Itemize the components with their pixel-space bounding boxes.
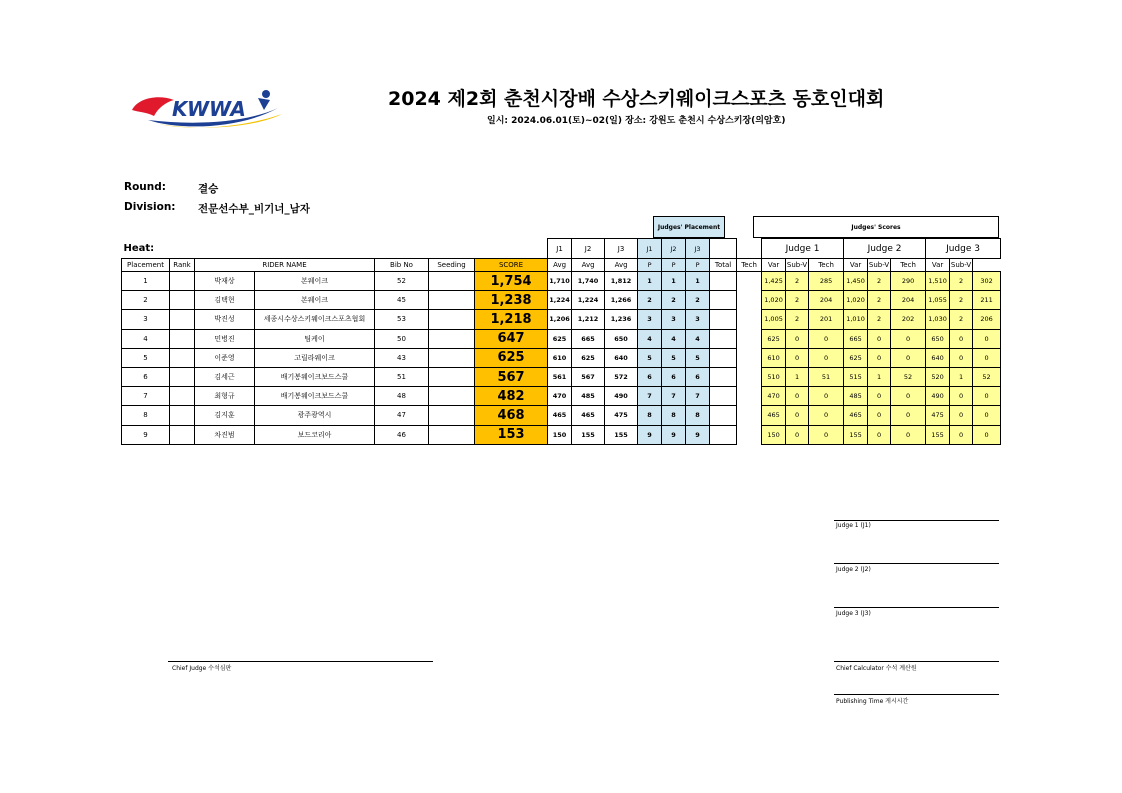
placement-j2-cell: 1 bbox=[662, 272, 686, 291]
col-p-j2: P bbox=[662, 259, 686, 272]
team-cell: 본웨이크 bbox=[255, 272, 375, 291]
avg-j2-cell: 155 bbox=[572, 425, 605, 444]
j3-subv-cell: 206 bbox=[973, 310, 1001, 329]
j2-var-cell: 2 bbox=[868, 291, 891, 310]
placement-top-j2: J2 bbox=[662, 239, 686, 259]
col-avg-j1: Avg bbox=[548, 259, 572, 272]
rank-cell bbox=[170, 387, 195, 406]
score-cell: 482 bbox=[475, 387, 548, 406]
placement-j1-cell: 7 bbox=[638, 387, 662, 406]
rider-name-cell: 박진성 bbox=[195, 310, 255, 329]
placement-j1-cell: 5 bbox=[638, 348, 662, 367]
j3-tech-cell: 1,055 bbox=[926, 291, 950, 310]
placement-cell: 1 bbox=[122, 272, 170, 291]
j3-var-cell: 0 bbox=[950, 329, 973, 348]
division-value: 전문선수부_비기너_남자 bbox=[198, 203, 310, 215]
avg-j2-cell: 1,740 bbox=[572, 272, 605, 291]
avg-j3-cell: 640 bbox=[605, 348, 638, 367]
rank-cell bbox=[170, 348, 195, 367]
j2-tech-cell: 665 bbox=[844, 329, 868, 348]
placement-j2-cell: 8 bbox=[662, 406, 686, 425]
table-row bbox=[122, 387, 1001, 406]
rank-cell bbox=[170, 329, 195, 348]
j1-var-cell: 0 bbox=[786, 387, 809, 406]
j3-tech-cell: 520 bbox=[926, 367, 950, 386]
placement-j1-cell: 4 bbox=[638, 329, 662, 348]
j2-var-cell: 2 bbox=[868, 310, 891, 329]
score-cell: 647 bbox=[475, 329, 548, 348]
j2-var-cell: 0 bbox=[868, 329, 891, 348]
j1-var-cell: 1 bbox=[786, 367, 809, 386]
avg-j3-cell: 155 bbox=[605, 425, 638, 444]
j1-tech-cell: 510 bbox=[762, 367, 786, 386]
placement-top-j1: J1 bbox=[638, 239, 662, 259]
j3-var-cell: 0 bbox=[950, 425, 973, 444]
seeding-cell bbox=[429, 387, 475, 406]
col-j1-var: Var bbox=[762, 259, 786, 272]
j2-tech-cell: 1,020 bbox=[844, 291, 868, 310]
chief-judge-sign-label: Chief Judge 수석심판 bbox=[172, 665, 232, 672]
j2-var-cell: 2 bbox=[868, 272, 891, 291]
avg-j1-cell: 1,206 bbox=[548, 310, 572, 329]
placement-j1-cell: 3 bbox=[638, 310, 662, 329]
seeding-cell bbox=[429, 367, 475, 386]
seeding-cell bbox=[429, 310, 475, 329]
bib-cell: 46 bbox=[375, 425, 429, 444]
avg-j2-cell: 567 bbox=[572, 367, 605, 386]
bib-cell: 45 bbox=[375, 291, 429, 310]
round-value: 결승 bbox=[198, 183, 219, 195]
j3-subv-cell: 52 bbox=[973, 367, 1001, 386]
round-label: Round: bbox=[124, 181, 166, 193]
j2-tech-cell: 1,450 bbox=[844, 272, 868, 291]
placement-j1-cell: 9 bbox=[638, 425, 662, 444]
placement-j2-cell: 2 bbox=[662, 291, 686, 310]
page-title: 2024 제2회 춘천시장배 수상스키웨이크스포츠 동호인대회 bbox=[388, 88, 885, 110]
j3-tech-cell: 1,030 bbox=[926, 310, 950, 329]
kwwa-logo bbox=[128, 86, 284, 132]
gap-cell bbox=[737, 239, 762, 259]
j1-subv-cell: 0 bbox=[809, 348, 844, 367]
j3-subv-cell: 0 bbox=[973, 406, 1001, 425]
total-top bbox=[710, 239, 737, 259]
total-cell bbox=[710, 367, 737, 386]
col-j3-var: Var bbox=[926, 259, 950, 272]
avg-j2-cell: 665 bbox=[572, 329, 605, 348]
j2-var-cell: 0 bbox=[868, 406, 891, 425]
j2-subv-cell: 290 bbox=[891, 272, 926, 291]
placement-j3-cell: 2 bbox=[686, 291, 710, 310]
col-score: SCORE bbox=[475, 259, 548, 272]
total-cell bbox=[710, 348, 737, 367]
team-cell: 팀케이 bbox=[255, 329, 375, 348]
rider-name-cell: 박재상 bbox=[195, 272, 255, 291]
j1-subv-cell: 0 bbox=[809, 329, 844, 348]
judges-scores-title: Judges' Scores bbox=[754, 217, 999, 238]
avg-j3-cell: 490 bbox=[605, 387, 638, 406]
placement-j1-cell: 6 bbox=[638, 367, 662, 386]
rank-cell bbox=[170, 406, 195, 425]
col-rank: Rank bbox=[170, 259, 195, 272]
bib-cell: 48 bbox=[375, 387, 429, 406]
j3-subv-cell: 211 bbox=[973, 291, 1001, 310]
placement-top-j3: J3 bbox=[686, 239, 710, 259]
placement-j2-cell: 3 bbox=[662, 310, 686, 329]
j2-tech-cell: 155 bbox=[844, 425, 868, 444]
table-row bbox=[122, 348, 1001, 367]
j3-var-cell: 2 bbox=[950, 272, 973, 291]
avg-j2-cell: 1,224 bbox=[572, 291, 605, 310]
col-j3-tech: Tech bbox=[891, 259, 926, 272]
seeding-cell bbox=[429, 425, 475, 444]
j3-var-cell: 0 bbox=[950, 406, 973, 425]
avg-j1-cell: 470 bbox=[548, 387, 572, 406]
judge2-sign-label: Judge 2 (J2) bbox=[836, 566, 871, 573]
placement-j3-cell: 7 bbox=[686, 387, 710, 406]
gap-cell bbox=[737, 406, 762, 425]
j1-subv-cell: 0 bbox=[809, 425, 844, 444]
j1-subv-cell: 201 bbox=[809, 310, 844, 329]
col-p-j1: P bbox=[638, 259, 662, 272]
bib-cell: 52 bbox=[375, 272, 429, 291]
team-cell: 세종시수상스키웨이크스포츠협회 bbox=[255, 310, 375, 329]
j1-subv-cell: 0 bbox=[809, 406, 844, 425]
col-placement: Placement bbox=[122, 259, 170, 272]
placement-j2-cell: 9 bbox=[662, 425, 686, 444]
team-cell: 본웨이크 bbox=[255, 291, 375, 310]
bib-cell: 43 bbox=[375, 348, 429, 367]
placement-cell: 5 bbox=[122, 348, 170, 367]
chief-calculator-sign-line bbox=[834, 661, 999, 662]
j1-subv-cell: 51 bbox=[809, 367, 844, 386]
j2-tech-cell: 625 bbox=[844, 348, 868, 367]
j1-tech-cell: 465 bbox=[762, 406, 786, 425]
j2-subv-cell: 0 bbox=[891, 329, 926, 348]
division-label: Division: bbox=[124, 201, 176, 213]
placement-j2-cell: 6 bbox=[662, 367, 686, 386]
event-info: 일시: 2024.06.01(토)~02(일) 장소: 강원도 춘천시 수상스키장(의암호) bbox=[487, 116, 786, 126]
avg-top-j3: J3 bbox=[605, 239, 638, 259]
avg-top-j1: J1 bbox=[548, 239, 572, 259]
seeding-cell bbox=[429, 348, 475, 367]
col-avg-j3: Avg bbox=[605, 259, 638, 272]
col-p-j3: P bbox=[686, 259, 710, 272]
j3-subv-cell: 0 bbox=[973, 348, 1001, 367]
placement-cell: 6 bbox=[122, 367, 170, 386]
placement-j1-cell: 8 bbox=[638, 406, 662, 425]
avg-j1-cell: 1,224 bbox=[548, 291, 572, 310]
j3-var-cell: 1 bbox=[950, 367, 973, 386]
chief-judge-sign-line bbox=[168, 661, 433, 662]
rider-name-cell: 민병진 bbox=[195, 329, 255, 348]
judge1-header: Judge 1 bbox=[762, 239, 844, 259]
publishing-time-sign-label: Publishing Time 게시시간 bbox=[836, 698, 909, 705]
j2-subv-cell: 0 bbox=[891, 406, 926, 425]
col-total: Total bbox=[710, 259, 737, 272]
col-j1-subv: Sub-V bbox=[786, 259, 809, 272]
j1-tech-cell: 150 bbox=[762, 425, 786, 444]
score-cell: 468 bbox=[475, 406, 548, 425]
table-row bbox=[122, 425, 1001, 444]
j3-tech-cell: 475 bbox=[926, 406, 950, 425]
total-cell bbox=[710, 291, 737, 310]
table-row bbox=[122, 310, 1001, 329]
avg-j2-cell: 485 bbox=[572, 387, 605, 406]
score-cell: 625 bbox=[475, 348, 548, 367]
j3-subv-cell: 0 bbox=[973, 425, 1001, 444]
placement-cell: 4 bbox=[122, 329, 170, 348]
j2-subv-cell: 52 bbox=[891, 367, 926, 386]
avg-j2-cell: 625 bbox=[572, 348, 605, 367]
gap-cell bbox=[737, 367, 762, 386]
chief-calculator-sign-label: Chief Calculator 수석 계산원 bbox=[836, 665, 917, 672]
team-cell: 고릴라웨이크 bbox=[255, 348, 375, 367]
rank-cell bbox=[170, 367, 195, 386]
placement-j1-cell: 1 bbox=[638, 272, 662, 291]
gap-cell bbox=[737, 425, 762, 444]
score-cell: 1,754 bbox=[475, 272, 548, 291]
placement-j2-cell: 7 bbox=[662, 387, 686, 406]
judge1-sign-label: Judge 1 (J1) bbox=[836, 522, 871, 529]
gap-cell bbox=[737, 272, 762, 291]
j3-var-cell: 0 bbox=[950, 348, 973, 367]
j3-var-cell: 0 bbox=[950, 387, 973, 406]
placement-j2-cell: 4 bbox=[662, 329, 686, 348]
j2-subv-cell: 0 bbox=[891, 425, 926, 444]
seeding-cell bbox=[429, 272, 475, 291]
total-cell bbox=[710, 310, 737, 329]
table-row bbox=[122, 406, 1001, 425]
j1-var-cell: 2 bbox=[786, 272, 809, 291]
judge3-sign-label: Judge 3 (J3) bbox=[836, 610, 871, 617]
col-j2-subv: Sub-V bbox=[868, 259, 891, 272]
judge3-sign-line bbox=[834, 607, 999, 608]
total-cell bbox=[710, 425, 737, 444]
j2-tech-cell: 515 bbox=[844, 367, 868, 386]
j1-tech-cell: 610 bbox=[762, 348, 786, 367]
placement-j3-cell: 9 bbox=[686, 425, 710, 444]
j3-tech-cell: 155 bbox=[926, 425, 950, 444]
rank-cell bbox=[170, 291, 195, 310]
placement-j2-cell: 5 bbox=[662, 348, 686, 367]
judge2-sign-line bbox=[834, 563, 999, 564]
gap-cell bbox=[737, 348, 762, 367]
placement-j3-cell: 8 bbox=[686, 406, 710, 425]
j2-subv-cell: 0 bbox=[891, 348, 926, 367]
total-cell bbox=[710, 272, 737, 291]
seeding-cell bbox=[429, 291, 475, 310]
total-cell bbox=[710, 329, 737, 348]
avg-j3-cell: 1,812 bbox=[605, 272, 638, 291]
col-bib: Bib No bbox=[375, 259, 429, 272]
seeding-cell bbox=[429, 406, 475, 425]
j1-tech-cell: 470 bbox=[762, 387, 786, 406]
table-row bbox=[122, 291, 1001, 310]
j3-tech-cell: 650 bbox=[926, 329, 950, 348]
j1-tech-cell: 1,005 bbox=[762, 310, 786, 329]
col-j2-var: Var bbox=[844, 259, 868, 272]
total-cell bbox=[710, 387, 737, 406]
j1-tech-cell: 625 bbox=[762, 329, 786, 348]
j3-subv-cell: 0 bbox=[973, 387, 1001, 406]
j1-tech-cell: 1,020 bbox=[762, 291, 786, 310]
j1-var-cell: 2 bbox=[786, 310, 809, 329]
avg-j1-cell: 1,710 bbox=[548, 272, 572, 291]
col-j1-tech: Tech bbox=[737, 259, 762, 272]
rider-name-cell: 김택현 bbox=[195, 291, 255, 310]
j3-subv-cell: 0 bbox=[973, 329, 1001, 348]
j2-var-cell: 1 bbox=[868, 367, 891, 386]
bib-cell: 51 bbox=[375, 367, 429, 386]
placement-cell: 7 bbox=[122, 387, 170, 406]
avg-j2-cell: 465 bbox=[572, 406, 605, 425]
team-cell: 보드코리아 bbox=[255, 425, 375, 444]
j1-var-cell: 2 bbox=[786, 291, 809, 310]
j3-var-cell: 2 bbox=[950, 310, 973, 329]
j2-subv-cell: 0 bbox=[891, 387, 926, 406]
gap-cell bbox=[737, 387, 762, 406]
placement-cell: 8 bbox=[122, 406, 170, 425]
bib-cell: 53 bbox=[375, 310, 429, 329]
avg-j3-cell: 572 bbox=[605, 367, 638, 386]
publishing-time-sign-line bbox=[834, 694, 999, 695]
avg-j3-cell: 1,266 bbox=[605, 291, 638, 310]
j2-tech-cell: 465 bbox=[844, 406, 868, 425]
avg-j1-cell: 465 bbox=[548, 406, 572, 425]
bib-cell: 50 bbox=[375, 329, 429, 348]
j1-subv-cell: 0 bbox=[809, 387, 844, 406]
score-cell: 567 bbox=[475, 367, 548, 386]
rider-name-cell: 이준영 bbox=[195, 348, 255, 367]
avg-top-j2: J2 bbox=[572, 239, 605, 259]
gap-cell bbox=[737, 310, 762, 329]
rider-name-cell: 김지훈 bbox=[195, 406, 255, 425]
j2-subv-cell: 204 bbox=[891, 291, 926, 310]
j3-tech-cell: 640 bbox=[926, 348, 950, 367]
avg-j3-cell: 475 bbox=[605, 406, 638, 425]
avg-j1-cell: 561 bbox=[548, 367, 572, 386]
j2-subv-cell: 202 bbox=[891, 310, 926, 329]
j1-var-cell: 0 bbox=[786, 329, 809, 348]
j2-tech-cell: 1,010 bbox=[844, 310, 868, 329]
j1-var-cell: 0 bbox=[786, 425, 809, 444]
placement-cell: 9 bbox=[122, 425, 170, 444]
placement-j1-cell: 2 bbox=[638, 291, 662, 310]
logo-text: KWWA bbox=[172, 97, 246, 121]
placement-j3-cell: 5 bbox=[686, 348, 710, 367]
placement-cell: 2 bbox=[122, 291, 170, 310]
placement-cell: 3 bbox=[122, 310, 170, 329]
total-cell bbox=[710, 406, 737, 425]
rider-name-cell: 최형규 bbox=[195, 387, 255, 406]
judges-placement-title: Judges' Placement bbox=[654, 217, 725, 238]
j3-tech-cell: 490 bbox=[926, 387, 950, 406]
j2-var-cell: 0 bbox=[868, 348, 891, 367]
j3-subv-cell: 302 bbox=[973, 272, 1001, 291]
rider-name-cell: 차진범 bbox=[195, 425, 255, 444]
score-cell: 1,238 bbox=[475, 291, 548, 310]
col-avg-j2: Avg bbox=[572, 259, 605, 272]
j1-var-cell: 0 bbox=[786, 406, 809, 425]
seeding-cell bbox=[429, 329, 475, 348]
score-cell: 1,218 bbox=[475, 310, 548, 329]
avg-j1-cell: 150 bbox=[548, 425, 572, 444]
avg-j1-cell: 610 bbox=[548, 348, 572, 367]
heat-label: Heat: bbox=[123, 242, 155, 254]
placement-j3-cell: 1 bbox=[686, 272, 710, 291]
j1-subv-cell: 285 bbox=[809, 272, 844, 291]
bib-cell: 47 bbox=[375, 406, 429, 425]
col-rider-name: RIDER NAME bbox=[195, 259, 375, 272]
placement-j3-cell: 6 bbox=[686, 367, 710, 386]
rider-name-cell: 김세근 bbox=[195, 367, 255, 386]
judge2-header: Judge 2 bbox=[844, 239, 926, 259]
table-row bbox=[122, 367, 1001, 386]
table-row bbox=[122, 272, 1001, 291]
j2-tech-cell: 485 bbox=[844, 387, 868, 406]
rank-cell bbox=[170, 425, 195, 444]
judge3-header: Judge 3 bbox=[926, 239, 1001, 259]
j1-subv-cell: 204 bbox=[809, 291, 844, 310]
results-table bbox=[121, 238, 1001, 445]
placement-j3-cell: 4 bbox=[686, 329, 710, 348]
judges-placement-header bbox=[653, 216, 725, 238]
gap-cell bbox=[737, 329, 762, 348]
avg-j2-cell: 1,212 bbox=[572, 310, 605, 329]
col-seeding: Seeding bbox=[429, 259, 475, 272]
table-row bbox=[122, 329, 1001, 348]
avg-j3-cell: 650 bbox=[605, 329, 638, 348]
col-j3-subv: Sub-V bbox=[950, 259, 973, 272]
team-cell: 광주광역시 bbox=[255, 406, 375, 425]
rank-cell bbox=[170, 310, 195, 329]
j3-var-cell: 2 bbox=[950, 291, 973, 310]
j1-var-cell: 0 bbox=[786, 348, 809, 367]
team-cell: 배기봉웨이크보드스쿨 bbox=[255, 367, 375, 386]
judge1-sign-line bbox=[834, 520, 999, 521]
rank-cell bbox=[170, 272, 195, 291]
j2-var-cell: 0 bbox=[868, 425, 891, 444]
j3-tech-cell: 1,510 bbox=[926, 272, 950, 291]
j2-var-cell: 0 bbox=[868, 387, 891, 406]
placement-j3-cell: 3 bbox=[686, 310, 710, 329]
avg-j1-cell: 625 bbox=[548, 329, 572, 348]
avg-j3-cell: 1,236 bbox=[605, 310, 638, 329]
score-cell: 153 bbox=[475, 425, 548, 444]
col-j2-tech: Tech bbox=[809, 259, 844, 272]
team-cell: 배기봉웨이크보드스쿨 bbox=[255, 387, 375, 406]
judges-scores-header bbox=[753, 216, 999, 238]
gap-cell bbox=[737, 291, 762, 310]
j1-tech-cell: 1,425 bbox=[762, 272, 786, 291]
